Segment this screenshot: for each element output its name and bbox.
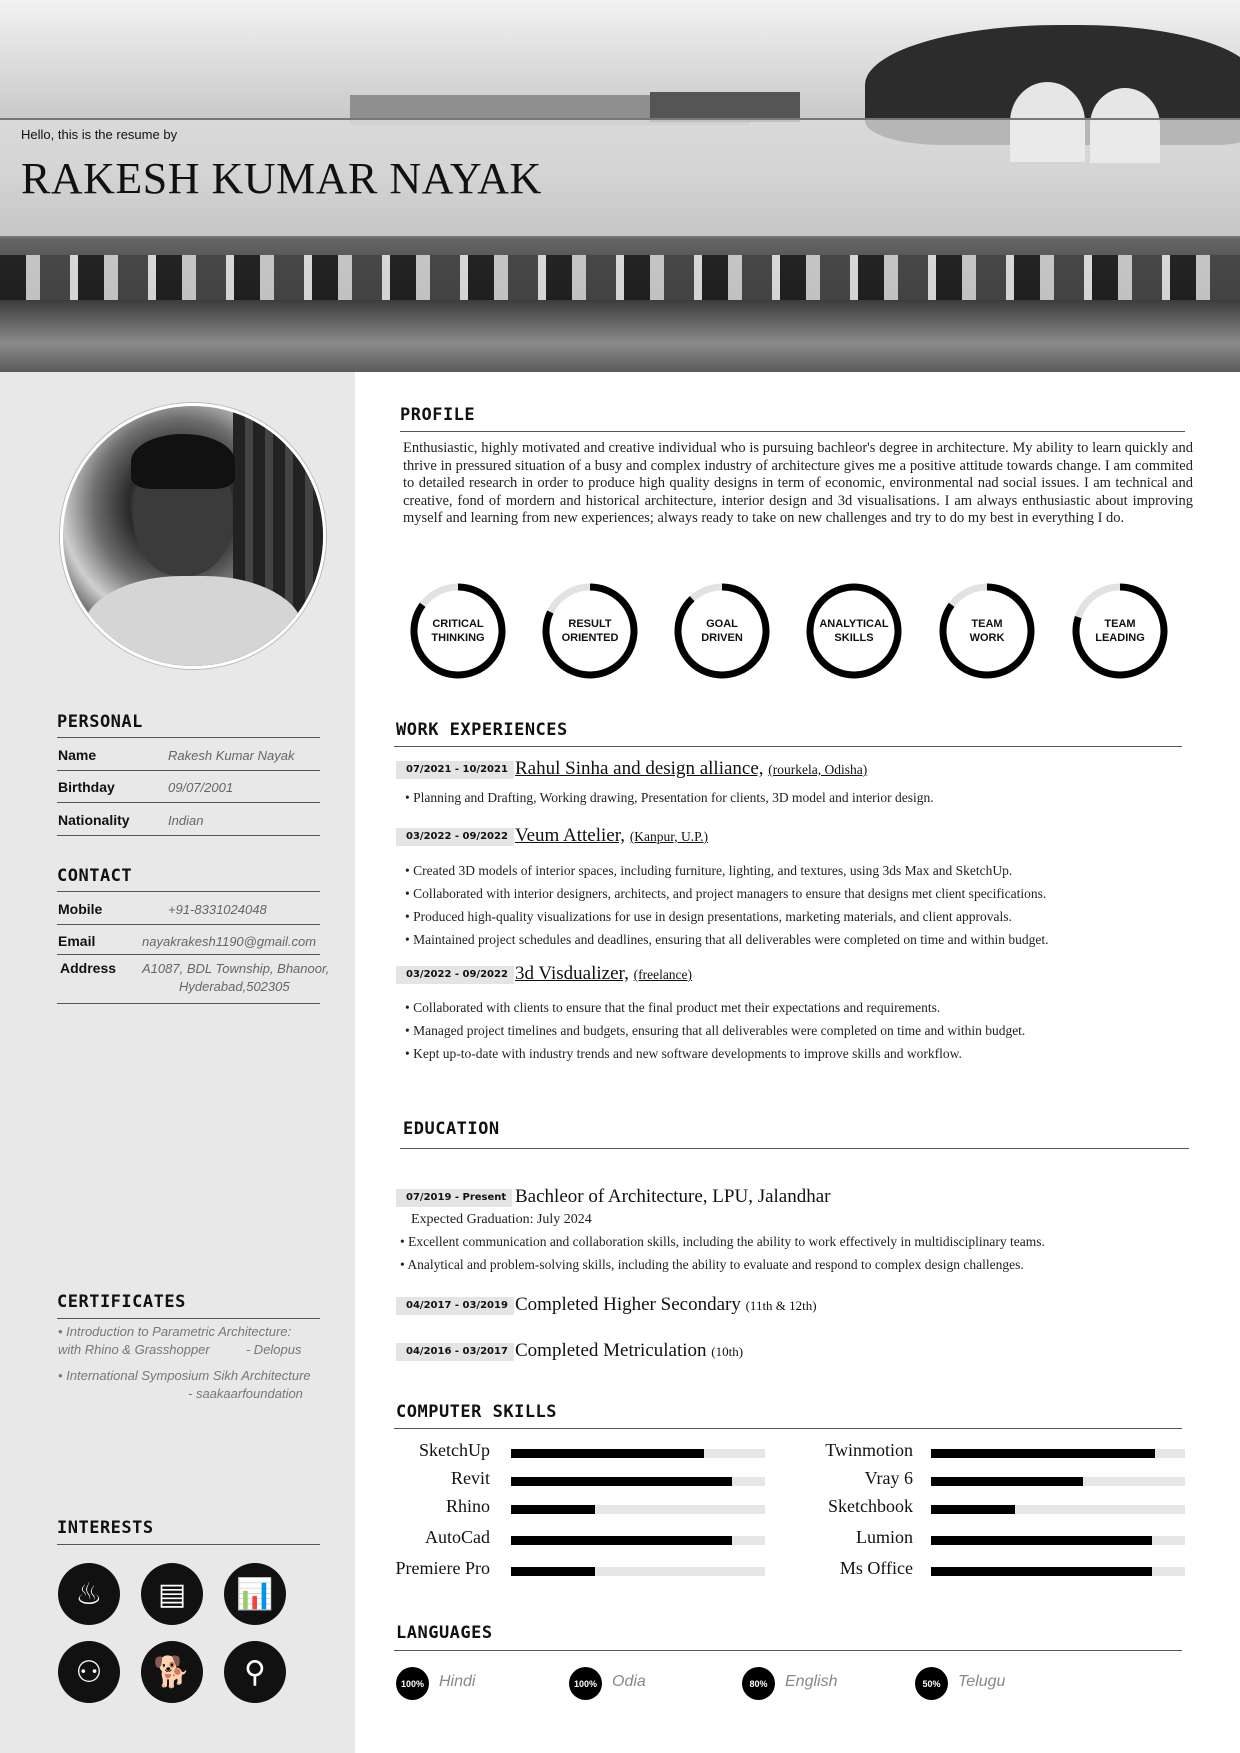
languages-heading: LANGUAGES (396, 1623, 493, 1643)
job-location: (freelance) (633, 967, 693, 982)
email-label: Email (58, 933, 96, 949)
skill-ring (937, 581, 1037, 681)
computer-skill-track (931, 1567, 1185, 1576)
dog-icon: 🐕 (141, 1641, 203, 1703)
chart-icon: 📊 (224, 1563, 286, 1625)
job-title (515, 963, 692, 985)
contact-rule (57, 891, 320, 892)
skill-ring (408, 581, 508, 681)
computer-skill-name: AutoCad (425, 1527, 490, 1547)
job-bullet: • Planning and Drafting, Working drawing, Presentation for clients, 3D model and interior design. (405, 790, 934, 806)
birthday-label: Birthday (58, 779, 115, 795)
edu-note: (11th & 12th) (745, 1298, 817, 1313)
skill-ring-label: TEAM WORK (969, 618, 1005, 644)
computer-skill-fill (511, 1477, 732, 1486)
language-level-badge: 50% (915, 1667, 948, 1700)
job-company: Veum Attelier, (515, 825, 626, 846)
birthday-value: 09/07/2001 (168, 780, 234, 795)
job-bullet: • Collaborated with clients to ensure that the final product met their expectations and requirements. (405, 1000, 940, 1016)
computer-skill-fill (931, 1449, 1155, 1458)
computer-skill-fill (931, 1477, 1083, 1486)
certificate-line: • Introduction to Parametric Architecture: (58, 1324, 292, 1339)
skill-ring (804, 581, 904, 681)
skill-ring (672, 581, 772, 681)
skill-ring (540, 581, 640, 681)
interests-rule (57, 1544, 320, 1545)
language-name: Telugu (958, 1673, 1006, 1690)
computer-skill-track (511, 1536, 765, 1545)
computer-skill-name: Ms Office (839, 1558, 913, 1578)
interests-heading: INTERESTS (57, 1518, 154, 1538)
address-label: Address (60, 960, 117, 976)
skill-ring (1070, 581, 1170, 681)
name-value: Rakesh Kumar Nayak (168, 748, 295, 763)
job-bullet: • Produced high-quality visualizations for use in design presentations, marketing materials, and client approvals. (405, 909, 1012, 925)
edu-title (515, 1340, 743, 1362)
computer-skill-fill (511, 1536, 732, 1545)
profile-rule (400, 431, 1185, 432)
computer-skills-rule (394, 1428, 1182, 1429)
language-name: Odia (612, 1673, 646, 1690)
language-level-badge: 100% (396, 1667, 429, 1700)
greeting-text: Hello, this is the resume by (21, 127, 178, 142)
job-bullet: • Created 3D models of interior spaces, including furniture, lighting, and textures, using 3ds Max and SketchUp. (405, 863, 1012, 879)
edu-title: Bachleor of Architecture, LPU, Jalandhar (515, 1186, 831, 1207)
computer-skill-name: Sketchbook (828, 1496, 913, 1516)
edu-dates: 04/2016 - 03/2017 (396, 1343, 514, 1361)
education-rule (400, 1148, 1189, 1149)
computer-skill-track (931, 1477, 1185, 1486)
mobile-value: +91-8331024048 (168, 902, 267, 917)
work-heading: WORK EXPERIENCES (396, 720, 568, 740)
edu-dates: 07/2019 - Present (396, 1189, 512, 1207)
photo-body (83, 576, 303, 669)
computer-skill-track (931, 1505, 1185, 1514)
computer-skills-heading: COMPUTER SKILLS (396, 1402, 558, 1422)
skill-ring-label: CRITICAL THINKING (431, 618, 485, 644)
job-location: (rourkela, Odisha) (768, 762, 868, 777)
computer-skill-track (931, 1449, 1185, 1458)
job-title (515, 825, 708, 847)
shuttlecock-icon: ⚲ (224, 1641, 286, 1703)
computer-skill-name: Revit (451, 1468, 490, 1488)
language-level-badge: 80% (742, 1667, 775, 1700)
job-bullet: • Collaborated with interior designers, architects, and project managers to ensure that designs met client specifications. (405, 886, 1046, 902)
nationality-label: Nationality (58, 812, 130, 828)
mobile-label: Mobile (58, 901, 103, 917)
job-company: Rahul Sinha and design alliance, (515, 758, 764, 779)
computer-skill-track (511, 1449, 765, 1458)
skill-ring-label: ANALYTICAL SKILLS (819, 618, 889, 644)
job-bullet: • Managed project timelines and budgets, ensuring that all deliverables were completed on time and within budget. (405, 1023, 1025, 1039)
personal-divider (57, 770, 320, 771)
certificate-item (58, 1367, 328, 1403)
contact-heading: CONTACT (57, 866, 133, 886)
computer-skill-name: Lumion (856, 1527, 913, 1547)
email-value[interactable]: nayakrakesh1190@gmail.com (142, 934, 317, 949)
job-location: (Kanpur, U.P.) (629, 829, 709, 844)
job-bullet: • Kept up-to-date with industry trends and new software developments to improve skills and workflow. (405, 1046, 962, 1062)
edu-title-text: Completed Higher Secondary (515, 1294, 741, 1315)
certificates-heading: CERTIFICATES (57, 1292, 186, 1312)
profile-heading: PROFILE (400, 405, 476, 425)
candidate-name: RAKESH KUMAR NAYAK (21, 154, 542, 203)
job-bullet: • Maintained project schedules and deadlines, ensuring that all deliverables were completed on time and within budget. (405, 932, 1049, 948)
skill-ring-label: TEAM LEADING (1095, 618, 1145, 644)
contact-divider (57, 924, 320, 925)
computer-skill-name: SketchUp (419, 1440, 490, 1460)
edu-bullet: • Analytical and problem-solving skills, including the ability to evaluate and respond to complex design challenges. (400, 1257, 1024, 1273)
personal-heading: PERSONAL (57, 712, 143, 732)
computer-skill-track (511, 1477, 765, 1486)
certificate-line: - saakaarfoundation (188, 1386, 303, 1401)
personal-divider (57, 835, 320, 836)
personal-divider (57, 802, 320, 803)
computer-skill-name: Twinmotion (825, 1440, 913, 1460)
name-label: Name (58, 747, 97, 763)
computer-skill-fill (511, 1567, 595, 1576)
bicycle-icon: ⚇ (58, 1641, 120, 1703)
computer-skill-fill (511, 1449, 704, 1458)
computer-skill-name: Rhino (445, 1496, 490, 1516)
header-banner-photo (0, 0, 1240, 372)
computer-skill-track (511, 1505, 765, 1514)
nationality-value: Indian (168, 813, 204, 828)
languages-rule (394, 1650, 1182, 1651)
contact-divider (57, 1003, 320, 1004)
contact-divider (57, 954, 320, 955)
computer-skill-fill (931, 1536, 1152, 1545)
certificates-rule (57, 1318, 320, 1319)
profile-photo (60, 403, 326, 669)
computer-skill-fill (931, 1505, 1015, 1514)
language-level-badge: 100% (569, 1667, 602, 1700)
edu-bullet: • Excellent communication and collaboration skills, including the ability to work effectively in multidisciplinary teams. (400, 1234, 1045, 1250)
profile-summary: Enthusiastic, highly motivated and creative individual who is pursuing bachleor's degree in architecture. My ability to learn quickly and thrive in pressured situation of a busy and complex industry of architecture gives me a positive attitude towards change. I am commited to detailed research in order to produce high quality designs in term of economic, environmental nad social issues. I am technical and creative, fond of mordern and historical architecture, interior design and 3d visualisations. I am always enthusiastic about improving myself and learning from new experiences; always ready to take on new challenges and try to do my best in everything I do. (403, 440, 1193, 527)
work-rule (394, 746, 1182, 747)
education-heading: EDUCATION (403, 1119, 500, 1139)
cooking-pot-icon: ♨ (58, 1563, 120, 1625)
computer-skill-fill (511, 1505, 595, 1514)
certificate-item (58, 1323, 328, 1359)
job-dates: 03/2022 - 09/2022 (396, 828, 514, 846)
address-line2: Hyderabad,502305 (179, 979, 290, 994)
edu-dates: 04/2017 - 03/2019 (396, 1297, 514, 1315)
header-river (0, 300, 1240, 372)
expected-graduation: Expected Graduation: July 2024 (411, 1212, 592, 1227)
edu-title (515, 1294, 817, 1316)
newspaper-icon: ▤ (141, 1563, 203, 1625)
address-line1: A1087, BDL Township, Bhanoor, (142, 961, 330, 976)
computer-skill-track (931, 1536, 1185, 1545)
certificate-line: • International Symposium Sikh Architecture (58, 1368, 311, 1383)
personal-rule (57, 737, 320, 738)
language-name: English (785, 1673, 838, 1690)
job-dates: 03/2022 - 09/2022 (396, 966, 514, 984)
job-title (515, 758, 867, 780)
computer-skill-name: Vray 6 (864, 1468, 913, 1488)
computer-skill-track (511, 1567, 765, 1576)
language-name: Hindi (439, 1673, 476, 1690)
computer-skill-name: Premiere Pro (395, 1558, 490, 1578)
edu-note: (10th) (711, 1344, 744, 1359)
skill-ring-label: GOAL DRIVEN (701, 618, 743, 644)
photo-hair (131, 434, 235, 489)
computer-skill-fill (931, 1567, 1152, 1576)
job-dates: 07/2021 - 10/2021 (396, 761, 514, 779)
skill-ring-label: RESULT ORIENTED (561, 618, 619, 644)
certificate-line: with Rhino & Grasshopper - Delopus (58, 1342, 302, 1357)
edu-title-text: Completed Metriculation (515, 1340, 707, 1361)
job-company: 3d Visdualizer, (515, 963, 629, 984)
